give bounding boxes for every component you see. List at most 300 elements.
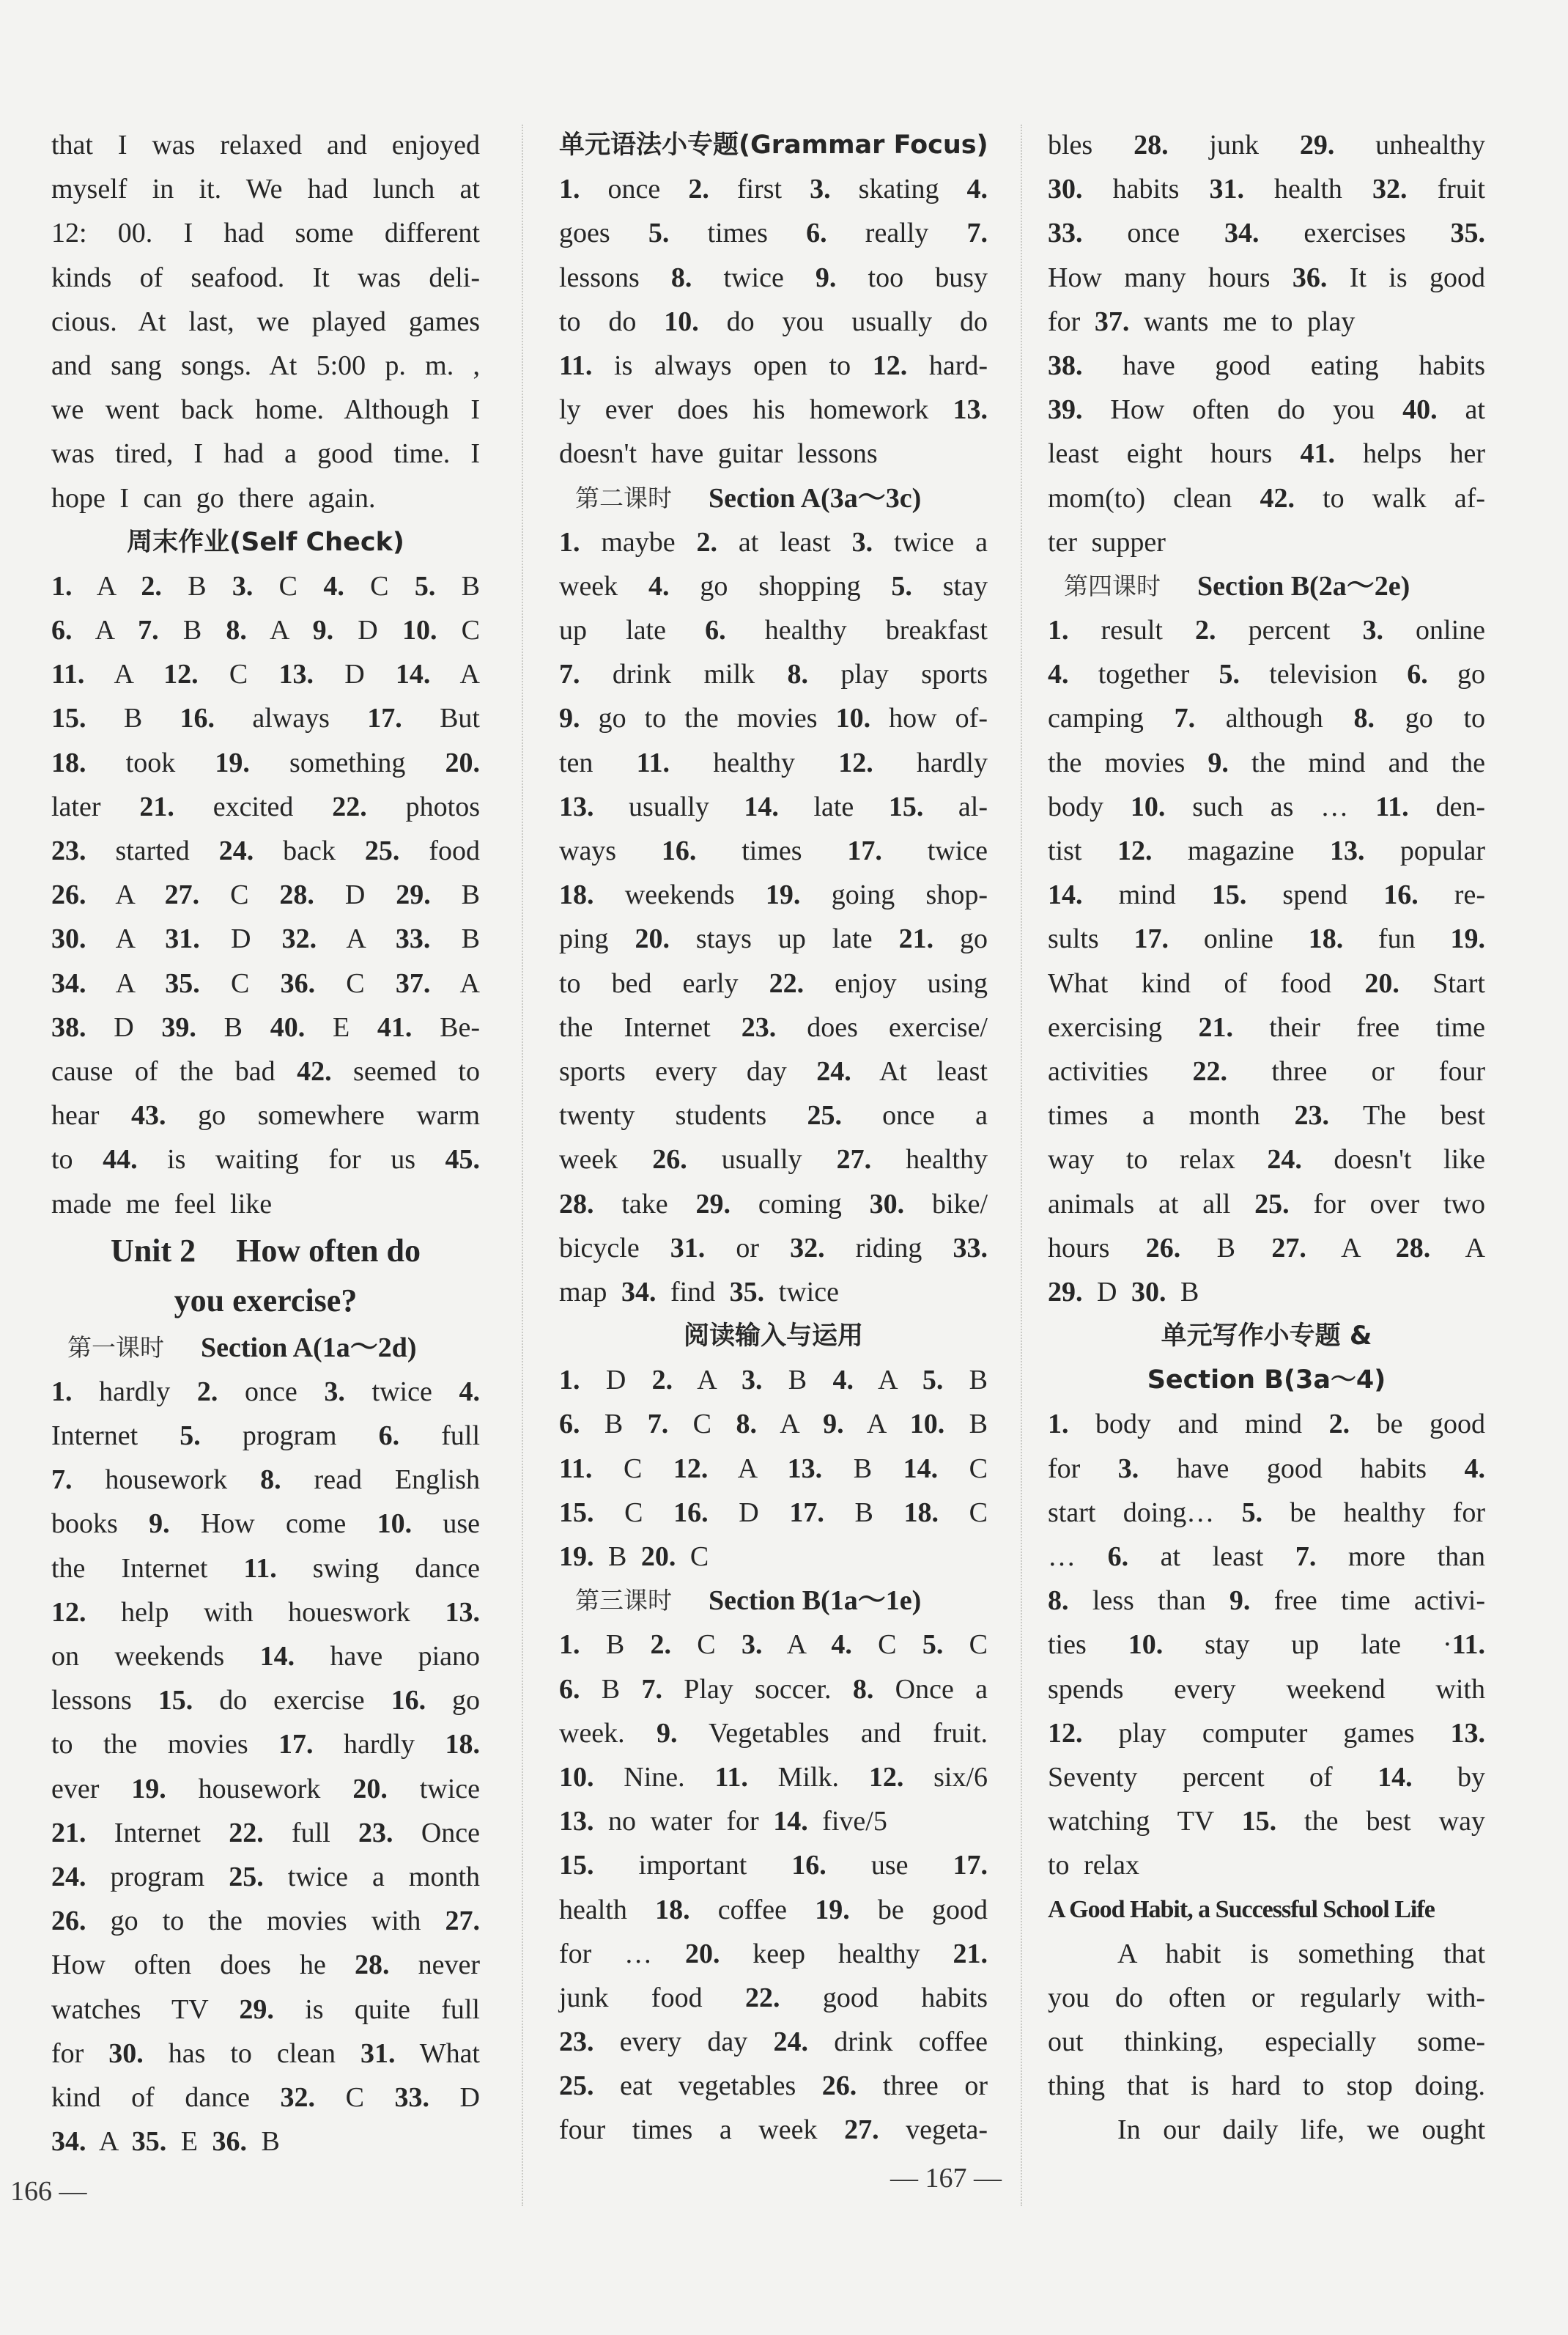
question-number: 4. [323,570,344,602]
question-number: 34. [51,967,86,999]
question-number: 36. [280,967,316,999]
question-number: 35. [131,2126,167,2158]
answer-line: 33. once 34. exercises 35. [1048,218,1485,249]
question-number: 25. [807,1100,842,1132]
answer-line: 1. body and mind 2. be good [1048,1409,1485,1440]
question-number: 7. [647,1409,669,1440]
question-number: 22. [229,1817,264,1848]
question-number: 3. [232,570,254,602]
question-number: 28. [1395,1232,1431,1264]
question-number: 34. [621,1276,657,1307]
page-number-left: 166 — [10,2176,87,2207]
question-number: 11. [1375,791,1409,822]
question-number: 10. [909,1409,945,1440]
answer-line: doesn't have guitar lessons [559,438,878,470]
answer-line: made me feel like [51,1188,273,1220]
question-number: 30. [869,1188,905,1220]
question-number: 44. [103,1144,138,1176]
question-number: 16. [1383,879,1419,911]
question-number: 9. [559,703,580,734]
question-number: 21. [898,923,934,955]
question-number: 17. [367,703,402,734]
question-number: 14. [1377,1761,1413,1793]
question-number: 26. [1145,1232,1181,1264]
answer-line: later 21. excited 22. photos [51,791,480,822]
column-divider [522,125,523,2206]
answer-line: up late 6. healthy breakfast [559,615,988,646]
question-number: 4. [966,174,988,205]
question-number: 31. [165,923,200,955]
answer-line: lessons 15. do exercise 16. go [51,1685,481,1716]
question-number: 6. [1407,659,1428,690]
question-number: 25. [229,1861,264,1892]
question-number: 9. [656,1717,678,1749]
question-number: 28. [559,1188,594,1220]
passage-line: cious. At last, we played games [51,306,480,337]
question-number: 23. [1294,1100,1329,1132]
answer-line: 1. D 2. A 3. B 4. A 5. B [559,1365,988,1396]
question-number: 12. [673,1453,709,1484]
question-number: 5. [922,1629,944,1661]
question-number: 18. [445,1729,480,1760]
question-number: 15. [1241,1806,1277,1837]
question-number: 10. [1130,791,1166,822]
answer-line: mom(to) clean 42. to walk af- [1048,482,1486,514]
question-number: 2. [1195,615,1216,646]
answer-line: goes 5. times 6. really 7. [559,218,988,249]
question-number: 4. [1048,659,1069,690]
question-number: 30. [51,923,86,955]
question-number: 25. [1254,1188,1290,1220]
answer-line: 1. A 2. B 3. C 4. C 5. B [51,570,480,602]
question-number: 16. [391,1685,426,1716]
answer-line: 21. Internet 22. full 23. Once [51,1817,480,1848]
block-heading: 单元写作小专题 & [1161,1321,1372,1351]
section-label: Section A(1a～2d) [201,1332,417,1363]
question-number: 20. [445,747,481,778]
question-number: 15. [1211,879,1247,911]
question-number: 29. [1299,130,1335,161]
answer-line: map 34. find 35. twice [559,1276,839,1307]
question-number: 8. [260,1464,281,1496]
question-number: 16. [673,1497,709,1528]
question-number: 35. [165,967,200,999]
question-number: 15. [559,1850,594,1881]
answer-line: hours 26. B 27. A 28. A [1048,1232,1485,1264]
question-number: 40. [1402,394,1438,426]
answer-line: exercising 21. their free time [1048,1011,1485,1043]
answer-line: week. 9. Vegetables and fruit. [559,1717,988,1749]
answer-line: ten 11. healthy 12. hardly [559,747,988,778]
question-number: 13. [445,1596,480,1628]
question-number: 27. [844,2114,879,2146]
question-number: 23. [358,1817,393,1848]
question-number: 8. [787,659,809,690]
question-number: 14. [1048,879,1083,911]
question-number: 7. [559,659,580,690]
answer-line: 1. hardly 2. once 3. twice 4. [51,1376,480,1407]
section-heading [559,476,988,520]
answer-line: junk food 22. good habits [559,1982,988,2013]
answer-line: for 30. has to clean 31. What [51,2037,480,2069]
question-number: 11. [559,350,593,381]
question-number: 27. [1271,1232,1306,1264]
answer-line: twenty students 25. once a [559,1100,988,1132]
question-number: 15. [888,791,924,822]
column-divider [1021,125,1022,2206]
answer-line: ties 10. stay up late ·11. [1048,1629,1485,1661]
answer-line: the movies 9. the mind and the [1048,747,1485,778]
question-number: 26. [51,879,86,911]
question-number: 42. [297,1055,332,1087]
page-number-right: — 167 — [890,2163,1002,2194]
question-number: 11. [1451,1629,1485,1661]
question-number: 31. [670,1232,706,1264]
question-number: 8. [852,1673,874,1705]
answer-line: 28. take 29. coming 30. bike/ [559,1188,988,1220]
answer-line: 23. started 24. back 25. food [51,835,481,866]
question-number: 12. [838,747,873,778]
answer-line: 25. eat vegetables 26. three or [559,2070,988,2102]
question-number: 23. [51,835,86,866]
answer-line: 1. B 2. C 3. A 4. C 5. C [559,1629,988,1661]
question-number: 23. [559,2026,594,2058]
answer-line: 12. play computer games 13. [1048,1717,1485,1749]
answer-line: 11. A 12. C 13. D 14. A [51,659,480,690]
question-number: 10. [1128,1629,1164,1661]
answer-line: 15. important 16. use 17. [559,1850,988,1881]
question-number: 24. [1267,1144,1302,1176]
question-number: 10. [377,1508,413,1540]
answer-line: hear 43. go somewhere warm [51,1100,481,1132]
question-number: 34. [1224,218,1260,249]
question-number: 5. [414,570,436,602]
question-number: 10. [664,306,699,337]
answer-line: 26. go to the movies with 27. [51,1906,480,1937]
answer-line: 11. is always open to 12. hard- [559,350,988,381]
question-number: 23. [741,1011,777,1043]
question-number: 19. [765,879,801,911]
question-number: 27. [836,1144,872,1176]
question-number: 22. [1192,1055,1228,1087]
block-heading: 单元语法小专题(Grammar Focus) [559,130,988,160]
question-number: 4. [831,1629,852,1661]
answer-column-left [51,123,480,2164]
answer-line: times a month 23. The best [1048,1100,1486,1132]
question-number: 17. [953,1850,988,1881]
passage-line: thing that is hard to stop doing. [1048,2070,1485,2102]
answer-line: week 26. usually 27. healthy [559,1144,988,1176]
passage-line: myself in it. We had lunch at [51,174,480,205]
answer-line: sports every day 24. At least [559,1055,988,1087]
answer-line: spends every weekend with [1048,1673,1485,1705]
answer-line: ways 16. times 17. twice [559,835,988,866]
answer-line: health 18. coffee 19. be good [559,1894,988,1925]
question-number: 1. [51,1376,73,1407]
answer-line: four times a week 27. vegeta- [559,2114,988,2146]
question-number: 21. [953,1938,988,1969]
question-number: 29. [695,1188,731,1220]
question-number: 33. [1048,218,1083,249]
answer-line: 6. B 7. Play soccer. 8. Once a [559,1673,988,1705]
answer-line: animals at all 25. for over two [1048,1188,1485,1220]
question-number: 8. [670,262,692,293]
question-number: 4. [1464,1453,1485,1484]
question-number: 13. [1329,835,1365,866]
essay-title: A Good Habit, a Successful School Life [1048,1895,1435,1923]
question-number: 31. [360,2037,396,2069]
question-number: 6. [51,615,73,646]
question-number: 1. [559,174,580,205]
question-number: 3. [741,1365,763,1396]
question-number: 4. [648,570,670,602]
answer-line: for 3. have good habits 4. [1048,1453,1485,1484]
question-number: 31. [1209,174,1244,205]
question-number: 4. [459,1376,480,1407]
question-number: 2. [696,526,717,558]
question-number: 20. [352,1773,388,1804]
section-label: Section B(2a～2e) [1197,570,1410,602]
question-number: 5. [648,218,670,249]
answer-line: to do 10. do you usually do [559,306,988,337]
answer-line: lessons 8. twice 9. too busy [559,262,988,293]
answer-line: 30. habits 31. health 32. fruit [1048,174,1485,205]
passage-line: In our daily life, we ought [1117,2114,1485,2146]
question-number: 6. [378,1420,400,1452]
question-number: 20. [684,1938,720,1969]
question-number: 37. [1094,306,1130,337]
question-number: 6. [559,1673,580,1705]
answer-line: 38. D 39. B 40. E 41. Be- [51,1011,480,1043]
block-heading: 周末作业(Self Check) [127,527,404,557]
answer-line: 23. every day 24. drink coffee [559,2026,988,2058]
passage-line: 12: 00. I had some different [51,218,480,249]
section-heading [559,1579,988,1623]
question-number: 20. [635,923,670,955]
question-number: 10. [835,703,871,734]
question-number: 14. [903,1453,939,1484]
question-number: 8. [736,1409,757,1440]
question-number: 19. [559,1541,594,1572]
question-number: 9. [312,615,334,646]
question-number: 24. [51,1861,86,1892]
question-number: 29. [1048,1276,1083,1307]
answer-line: least eight hours 41. helps her [1048,438,1485,470]
answer-line: activities 22. three or four [1048,1055,1485,1087]
question-number: 22. [332,791,367,822]
answer-line: … 6. at least 7. more than [1048,1541,1486,1572]
question-number: 33. [394,2081,429,2113]
answer-line: 34. A 35. C 36. C 37. A [51,967,480,999]
question-number: 15. [51,703,86,734]
answer-line: cause of the bad 42. seemed to [51,1055,480,1087]
question-number: 9. [823,1409,844,1440]
question-number: 7. [1295,1541,1317,1572]
question-number: 11. [51,659,85,690]
answer-line: 24. program 25. twice a month [51,1861,480,1892]
question-number: 9. [1229,1585,1251,1617]
question-number: 2. [1328,1409,1350,1440]
question-number: 16. [791,1850,826,1881]
question-number: 7. [641,1673,662,1705]
answer-line: 12. help with houeswork 13. [51,1596,480,1628]
answer-line: bles 28. junk 29. unhealthy [1048,130,1485,161]
answer-line: 18. took 19. something 20. [51,747,481,778]
answer-line: books 9. How come 10. use [51,1508,480,1540]
question-number: 11. [636,747,670,778]
question-number: 32. [281,923,317,955]
question-number: 5. [1218,659,1240,690]
question-number: 40. [270,1011,306,1043]
question-number: 32. [790,1232,825,1264]
answer-line: 38. have good eating habits [1048,350,1485,381]
question-number: 18. [51,747,86,778]
answer-line: for 37. wants me to play [1048,306,1356,337]
question-number: 2. [650,1629,671,1661]
unit-title: Unit 2 How often do [111,1232,421,1269]
answer-line: the Internet 11. swing dance [51,1552,480,1584]
question-number: 26. [821,2070,857,2102]
lesson-label: 第四课时 [1064,571,1161,600]
answer-line: 13. usually 14. late 15. al- [559,791,988,822]
question-number: 45. [445,1144,480,1176]
answer-line: 7. housework 8. read English [51,1464,480,1496]
question-number: 29. [239,1993,274,2025]
question-number: 19. [131,1773,166,1804]
question-number: 1. [559,526,580,558]
answer-line: ping 20. stays up late 21. go [559,923,988,955]
section-label: Section B(1a～1e) [709,1585,922,1617]
question-number: 33. [953,1232,988,1264]
question-number: 2. [688,174,709,205]
question-number: 6. [806,218,827,249]
answer-line: Internet 5. program 6. full [51,1420,481,1452]
question-number: 12. [872,350,908,381]
answer-line: 39. How often do you 40. at [1048,394,1485,426]
answer-line: How many hours 36. It is good [1048,262,1485,293]
question-number: 39. [161,1011,196,1043]
question-number: 5. [180,1420,201,1452]
question-number: 8. [1048,1585,1069,1617]
answer-line: week 4. go shopping 5. stay [559,570,988,602]
question-number: 10. [402,615,437,646]
answer-line: for … 20. keep healthy 21. [559,1938,988,1969]
question-number: 24. [218,835,254,866]
question-number: 18. [903,1497,939,1528]
question-number: 7. [51,1464,73,1496]
answer-line: 6. A 7. B 8. A 9. D 10. C [51,615,480,646]
question-number: 13. [559,791,594,822]
question-number: 35. [1450,218,1485,249]
question-number: 14. [773,1806,808,1837]
question-number: 21. [51,1817,86,1848]
question-number: 25. [364,835,400,866]
question-number: 22. [744,1982,780,2013]
answer-line: body 10. such as … 11. den- [1048,791,1485,822]
answer-line: 1. once 2. first 3. skating 4. [559,174,988,205]
question-number: 13. [1450,1717,1485,1749]
answer-line: 9. go to the movies 10. how of- [559,703,988,734]
answer-line: way to relax 24. doesn't like [1048,1144,1486,1176]
question-number: 4. [832,1365,854,1396]
question-number: 21. [1198,1011,1233,1043]
question-number: 13. [953,394,988,426]
question-number: 38. [51,1011,86,1043]
answer-column-right [1048,123,1485,2153]
question-number: 14. [395,659,431,690]
passage-line: A habit is something that [1117,1938,1485,1969]
question-number: 36. [212,2126,247,2158]
question-number: 11. [559,1453,593,1484]
question-number: 1. [559,1629,580,1661]
question-number: 3. [741,1629,763,1661]
question-number: 28. [354,1949,390,1981]
question-number: 29. [396,879,431,911]
question-number: 12. [1048,1717,1083,1749]
question-number: 28. [1134,130,1169,161]
question-number: 32. [280,2081,315,2113]
question-number: 37. [395,967,431,999]
question-number: 1. [51,570,73,602]
question-number: 3. [1117,1453,1139,1484]
question-number: 18. [655,1894,690,1925]
answer-line: sults 17. online 18. fun 19. [1048,923,1486,955]
question-number: 25. [559,2070,594,2102]
answer-line: 6. B 7. C 8. A 9. A 10. B [559,1409,988,1440]
question-number: 14. [744,791,779,822]
question-number: 22. [769,967,805,999]
answer-line: watching TV 15. the best way [1048,1806,1485,1837]
answer-line: 26. A 27. C 28. D 29. B [51,879,480,911]
question-number: 30. [1048,174,1083,205]
lesson-label: 第三课时 [575,1586,672,1615]
answer-line: 1. maybe 2. at least 3. twice a [559,526,988,558]
answer-line: watches TV 29. is quite full [51,1993,480,2025]
question-number: 17. [789,1497,824,1528]
question-number: 30. [108,2037,144,2069]
passage-line: was tired, I had a good time. I [51,438,480,470]
answer-line: What kind of food 20. Start [1048,967,1485,999]
question-number: 34. [51,2126,86,2158]
block-heading: 阅读输入与运用 [683,1321,863,1351]
question-number: 11. [243,1552,277,1584]
answer-line: How often does he 28. never [51,1949,480,1981]
answer-line: 10. Nine. 11. Milk. 12. six/6 [559,1761,988,1793]
question-number: 5. [891,570,912,602]
question-number: 12. [868,1761,904,1793]
question-number: 6. [705,615,726,646]
answer-line: 1. result 2. percent 3. online [1048,615,1485,646]
question-number: 9. [149,1508,170,1540]
question-number: 17. [1134,923,1169,955]
answer-line: camping 7. although 8. go to [1048,703,1485,734]
question-number: 15. [158,1685,193,1716]
question-number: 41. [1300,438,1335,470]
question-number: 10. [559,1761,594,1793]
question-number: 17. [278,1729,314,1760]
question-number: 5. [1241,1497,1263,1528]
question-number: 38. [1048,350,1083,381]
question-number: 12. [51,1596,86,1628]
question-number: 20. [640,1541,676,1572]
question-number: 3. [1362,615,1383,646]
answer-line: 4. together 5. television 6. go [1048,659,1485,690]
question-number: 3. [324,1376,345,1407]
answer-line: to bed early 22. enjoy using [559,967,988,999]
answer-line: 18. weekends 19. going shop- [559,879,988,911]
answer-column-middle [559,123,988,2153]
answer-line: 8. less than 9. free time activi- [1048,1585,1485,1617]
